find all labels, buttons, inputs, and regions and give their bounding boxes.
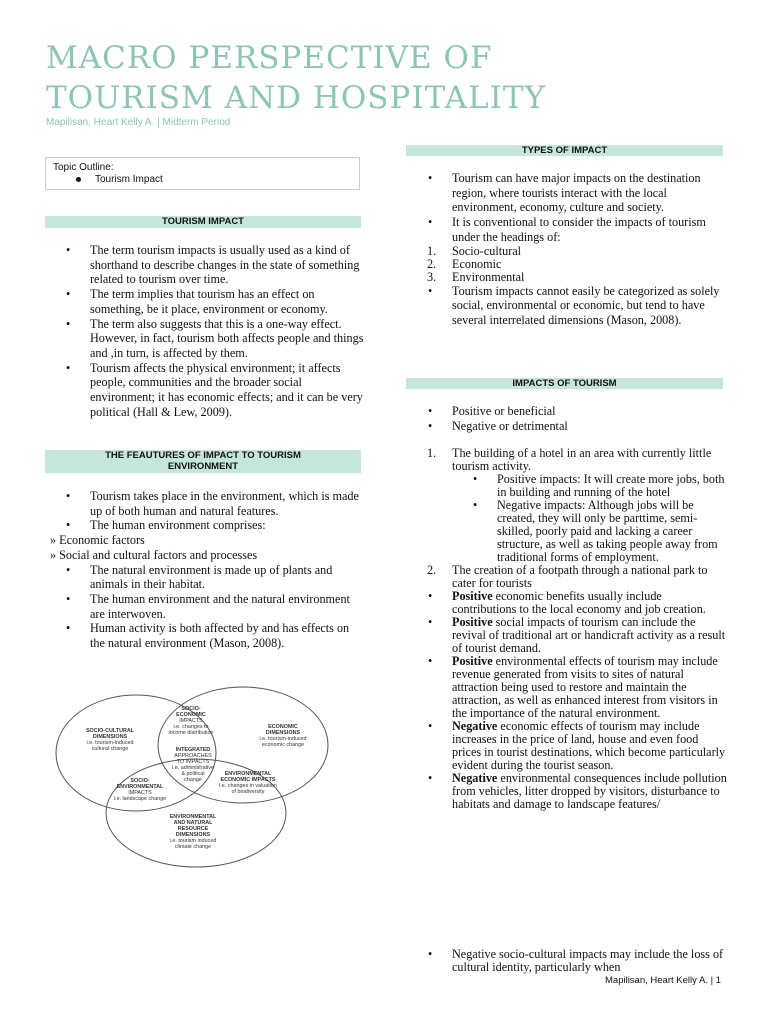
number-label: 1. <box>427 446 437 460</box>
diagram-text: i.e. changes in valuation <box>219 783 277 789</box>
list-item: • Negative or detrimental <box>452 419 722 434</box>
diagram-text: RESOURCE <box>177 826 209 832</box>
diagram-text: i.e. changes to <box>173 724 209 730</box>
number-label: 2. <box>427 563 437 577</box>
list-item: • The human environment comprises: <box>90 518 365 533</box>
list-item: • Tourism can have major impacts on the destination region, where tourists interact with the local environment, economy, culture and society. <box>452 171 722 215</box>
diagram-text: i.e. tourism-induced <box>259 736 307 742</box>
list-item: • The term implies that tourism has an effect on something, be it place, environment or economy. <box>90 287 365 316</box>
diagram-text: ECONOMIC <box>176 712 206 718</box>
bold-label: Positive <box>452 589 493 603</box>
sub-item-economic: » Economic factors <box>50 533 145 548</box>
title-line-2: TOURISM AND HOSPITALITY <box>46 80 546 116</box>
types-list <box>427 171 722 328</box>
impacts-examples <box>427 446 727 811</box>
list-item: • Human activity is both affected by and has effects on the natural environment (Mason, 2008). <box>90 621 365 650</box>
numbered-item-text: Economic <box>452 256 502 271</box>
impact-types-list <box>452 404 722 433</box>
bold-label: Positive <box>452 654 493 668</box>
list-item: • The human environment and the natural environment are interwoven. <box>90 592 365 621</box>
section-heading-tourism-impact: TOURISM IMPACT <box>45 216 361 228</box>
list-item <box>452 616 727 655</box>
item-text: environmental effects of tourism may include revenue generated from visits to sites of natural attraction being used to restore and maintain the attraction, as well as enhanced interest from visitors in the importance of the natural environment. <box>452 654 718 720</box>
diagram-text: DIMENSIONS <box>265 730 301 736</box>
list-item <box>452 772 727 811</box>
item-text: economic benefits usually include contributions to the local economy and job creation. <box>452 589 706 616</box>
diagram-text: economic change <box>261 742 305 748</box>
numbered-item-text: The building of a hotel in an area with currently little tourism activity. <box>452 446 712 473</box>
diagram-text: income distribution <box>168 730 214 736</box>
list-item: • Negative socio-cultural impacts may include the loss of cultural identity, particularly when <box>452 948 727 974</box>
topic-outline-item <box>76 174 163 185</box>
diagram-text: ENVIRONMENTAL <box>224 771 272 777</box>
page-footer: Mapilisan, Heart Kelly A. | 1 <box>605 975 721 986</box>
list-item: • The term tourism impacts is usually used as a kind of shorthand to describe changes in the state of something related to tourism over time. <box>90 243 365 287</box>
diagram-text: IMPACTS <box>128 790 152 796</box>
diagram-text: INTEGRATED <box>175 747 211 753</box>
tourism-impact-list <box>90 243 365 419</box>
diagram-text: TO IMPACTS <box>176 759 210 765</box>
list-item <box>452 720 727 772</box>
features-list <box>50 489 365 651</box>
label-socio-environmental <box>114 778 166 802</box>
numbered-item <box>427 269 722 284</box>
list-item: • It is conventional to consider the impacts of tourism under the headings of: <box>452 215 722 244</box>
section-heading-features <box>45 450 361 473</box>
list-item: • Negative impacts: Although jobs will be created, they will only be parttime, semi-skilled, poorly paid and lacking a career structure, as well as taking people away from traditional forms of employment. <box>497 499 727 564</box>
label-environmental <box>170 814 217 850</box>
bold-label: Positive <box>452 615 493 629</box>
item-text: economic effects of tourism may include increases in the price of land, house and even food prices in tourist destinations, which become particularly evident during the tourist season. <box>452 719 726 772</box>
label-integrated <box>172 747 214 783</box>
diagram-text: i.e. administrative <box>172 765 214 771</box>
number-label: 3. <box>427 269 437 284</box>
diagram-text: i.e. landscape change <box>113 796 167 802</box>
item-text: social impacts of tourism can include the revival of traditional art or handicraft activity as a result of tourist demand. <box>452 615 726 655</box>
diagram-text: SOCIO- <box>130 778 150 784</box>
section-heading-types: TYPES OF IMPACT <box>406 145 723 156</box>
numbered-item-text: Socio-cultural <box>452 243 522 258</box>
numbered-item <box>427 563 727 590</box>
diagram-text: of biodiversity <box>231 789 265 795</box>
diagram-text: ENVIRONMENTAL <box>169 814 217 820</box>
sub-item-social: » Social and cultural factors and processes <box>50 547 258 562</box>
features-heading-line-1: THE FEAUTURES OF IMPACT TO TOURISM <box>105 450 301 461</box>
label-environmental-economic <box>219 771 277 795</box>
diagram-text: ENVIRONMENTAL <box>116 784 164 790</box>
diagram-text: ECONOMIC <box>268 724 298 730</box>
list-item <box>452 655 727 720</box>
diagram-text: i.e. tourism-induced <box>86 740 134 746</box>
topic-outline-label: Topic Outline: <box>53 162 114 173</box>
diagram-text: DIMENSIONS <box>175 832 211 838</box>
diagram-text: SOCIO- <box>181 706 201 712</box>
diagram-text: climate change <box>174 844 212 850</box>
list-item: • Positive or beneficial <box>452 404 722 419</box>
item-text: environmental consequences include pollution from vehicles, litter dropped by visitors, disturbance to habitats and damage to landscape features/ <box>452 771 727 811</box>
number-label: 1. <box>427 243 437 258</box>
diagram-text: IMPACTS <box>179 718 203 724</box>
list-item: • Tourism impacts cannot easily be categorized as solely social, environmental or economic, but tend to have several interrelated dimensions (Mason, 2008). <box>452 284 722 328</box>
title-line-1: MACRO PERSPECTIVE OF <box>46 40 493 76</box>
list-item: • Positive impacts: It will create more jobs, both in building and running of the hotel <box>497 473 727 499</box>
bold-label: Negative <box>452 771 498 785</box>
numbered-item-text: Environmental <box>452 269 525 284</box>
subtitle: Mapilisan, Heart Kelly A. | Midterm Period <box>46 117 231 128</box>
list-item: • The natural environment is made up of plants and animals in their habitat. <box>90 563 365 592</box>
list-item <box>452 590 727 616</box>
topic-outline-box <box>45 157 360 190</box>
bold-label: Negative <box>452 719 498 733</box>
list-item: • Tourism affects the physical environment; it affects people, communities and the broader social environment; it has economic effects; and it can be very political (Hall & Lew, 2009). <box>90 361 365 420</box>
features-heading-line-2: ENVIRONMENT <box>167 461 239 472</box>
diagram-text: change <box>184 777 202 783</box>
diagram-text: & political <box>181 771 205 777</box>
diagram-text: ECONOMIC IMPACTS <box>220 777 276 783</box>
list-item: • The term also suggests that this is a one-way effect. However, in fact, tourism both affects people and things and ,in turn, is affected by them. <box>90 317 365 361</box>
topic-outline-item-text: Tourism Impact <box>95 174 163 185</box>
diagram-text: APPROACHES <box>174 753 212 759</box>
diagram-text: cultural change <box>91 746 129 752</box>
impacts-venn-diagram <box>48 675 348 875</box>
label-economic <box>259 724 306 748</box>
number-label: 2. <box>427 256 437 271</box>
numbered-item-text: The creation of a footpath through a national park to cater for tourists <box>452 563 708 590</box>
impacts-continued <box>452 948 727 974</box>
diagram-text: i.e. tourism induced <box>169 838 217 844</box>
page-title <box>46 38 746 118</box>
section-heading-impacts: IMPACTS OF TOURISM <box>406 378 723 389</box>
diagram-text: DIMENSIONS <box>92 734 128 740</box>
list-item: • Tourism takes place in the environment, which is made up of both human and natural features. <box>90 489 365 518</box>
diagram-text: SOCIO-CULTURAL <box>85 728 135 734</box>
label-socio-cultural <box>86 728 135 752</box>
numbered-item <box>427 446 727 473</box>
bullet-icon <box>76 177 81 182</box>
diagram-text: AND NATURAL <box>173 820 213 826</box>
